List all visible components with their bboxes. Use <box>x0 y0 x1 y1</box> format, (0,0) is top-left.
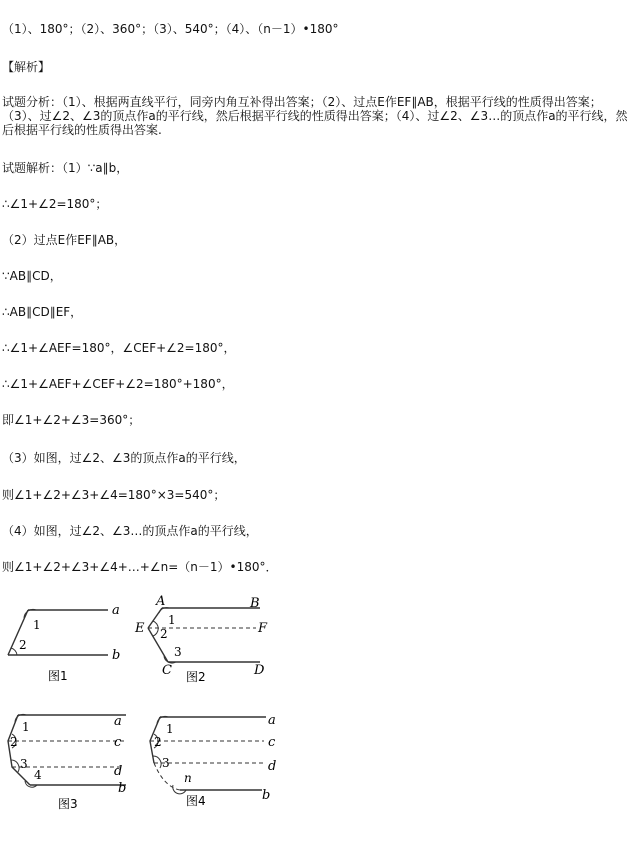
solution-line-10: 则∠1+∠2+∠3+∠4=180°×3=540°； <box>2 488 226 502</box>
angle-1-label: 1 <box>33 618 41 632</box>
solution-line-7: ∴∠1+∠AEF+∠CEF+∠2=180°+180°， <box>2 377 234 391</box>
line-b-label: b <box>118 781 127 796</box>
point-A-label: A <box>156 594 166 609</box>
angle-1-arc <box>24 609 36 618</box>
angle-3-label: 3 <box>174 645 182 659</box>
figure-4 <box>140 705 290 815</box>
solution-line-12: 则∠1+∠2+∠3+∠4+…+∠n=（n－1）•180°． <box>2 560 278 574</box>
angle-1-label: 1 <box>168 613 176 627</box>
angle-1-label: 1 <box>166 722 174 736</box>
solution-line-6: ∴∠1+∠AEF=180°，∠CEF+∠2=180°， <box>2 341 236 355</box>
solution-line-9: （3）如图，过∠2、∠3的顶点作a的平行线， <box>2 451 246 465</box>
line-c-label: c <box>114 735 122 750</box>
figure-2-caption: 图2 <box>186 670 206 684</box>
angle-3-label: 3 <box>20 757 28 771</box>
analysis-paragraph: 试题分析：（1）、根据两直线平行，同旁内角互补得出答案；（2）、过点E作EF∥AB，根据平行线的性质得出答案；（3）、过∠2、∠3的顶点作a的平行线，然后根据平行线的性质得出答案；（4）、过∠2、∠3…的顶点作a的平行线，然后根据平行线的性质得出答案. <box>2 95 628 137</box>
line-b-label: b <box>262 788 271 803</box>
point-F-label: F <box>258 621 268 636</box>
figure-3-caption: 图3 <box>58 797 78 811</box>
line-b-label: b <box>112 648 121 663</box>
line-c-label: c <box>268 735 276 750</box>
solution-line-5: ∴AB∥CD∥EF， <box>2 305 83 319</box>
point-C-label: C <box>162 663 172 678</box>
line-a-label: a <box>268 713 276 728</box>
line-d-label: d <box>114 764 123 779</box>
solution-line-2: ∴∠1+∠2=180°； <box>2 197 108 211</box>
angle-3-label: 3 <box>162 756 170 770</box>
angle-1-label: 1 <box>22 720 30 734</box>
solution-line-1: 试题解析：（1）∵a∥b， <box>2 161 129 175</box>
point-D-label: D <box>254 663 265 678</box>
figure-1 <box>0 595 140 690</box>
figure-2 <box>132 590 280 690</box>
angle-4-label: 4 <box>34 768 42 782</box>
figure-4-caption: 图4 <box>186 794 206 808</box>
point-B-label: B <box>250 596 260 611</box>
line-d-label: d <box>268 759 277 774</box>
solution-line-11: （4）如图，过∠2、∠3…的顶点作a的平行线， <box>2 524 258 538</box>
angle-2-arc <box>11 648 17 655</box>
angle-n-label: n <box>184 771 192 785</box>
figure-3 <box>0 705 140 815</box>
angle-2-label: 2 <box>160 627 168 641</box>
figure-1-caption: 图1 <box>48 669 68 683</box>
angle-2-label: 2 <box>19 638 27 652</box>
angle-2-label: 2 <box>154 735 162 749</box>
point-E-label: E <box>135 621 145 636</box>
line-a-label: a <box>114 714 122 729</box>
angle-2-label: 2 <box>10 735 18 749</box>
solution-line-3: （2）过点E作EF∥AB， <box>2 233 127 247</box>
answer-line: （1）、180°；（2）、360°；（3）、540°；（4）、（n－1）•180° <box>2 22 339 36</box>
solution-line-8: 即∠1+∠2+∠3=360°； <box>2 413 141 427</box>
solution-line-4: ∵AB∥CD， <box>2 269 62 283</box>
line-a-label: a <box>112 603 120 618</box>
analysis-heading: 【解析】 <box>2 60 51 74</box>
